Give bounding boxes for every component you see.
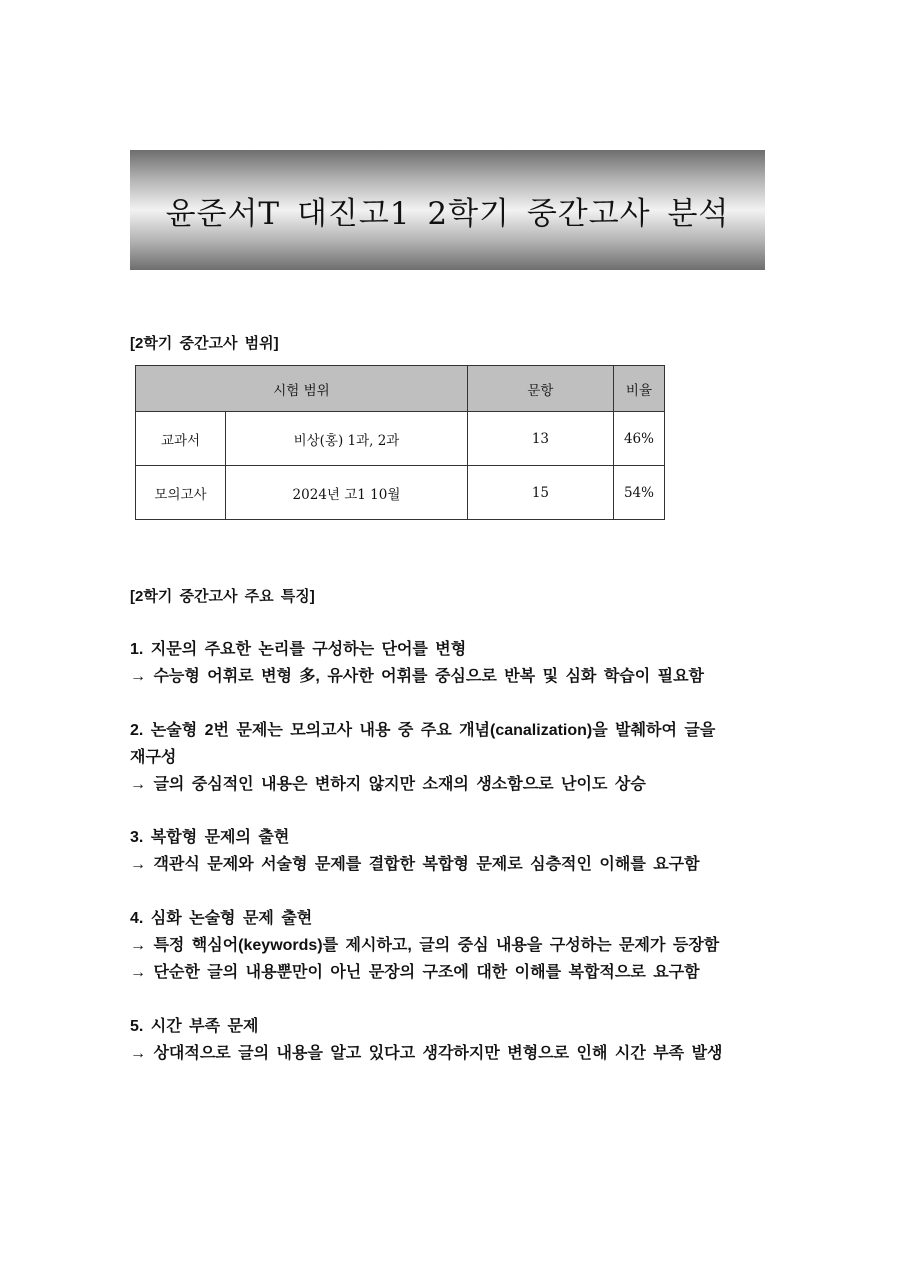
feature-line: → 단순한 글의 내용뿐만이 아닌 문장의 구조에 대한 이해를 복합적으로 요구함 xyxy=(130,964,700,981)
cell-type: 모의고사 xyxy=(136,466,226,520)
range-heading: [2학기 중간고사 범위] xyxy=(130,335,279,352)
header-ratio: 비율 xyxy=(613,366,664,412)
cell-count: 15 xyxy=(467,466,613,520)
feature-line: → 상대적으로 글의 내용을 알고 있다고 생각하지만 변형으로 인해 시간 부족 발생 xyxy=(130,1045,723,1062)
feature-line: → 수능형 어휘로 변형 多, 유사한 어휘를 중심으로 반복 및 심화 학습이 필요함 xyxy=(130,668,705,685)
table-row xyxy=(136,466,665,520)
feature-line: 1. 지문의 주요한 논리를 구성하는 단어를 변형 xyxy=(130,641,467,658)
title-banner xyxy=(130,150,765,270)
cell-scope: 2024년 고1 10월 xyxy=(226,466,468,520)
document-title: 윤준서T 대진고1 2학기 중간고사 분석 xyxy=(165,195,730,232)
features-heading: [2학기 중간고사 주요 특징] xyxy=(130,588,315,605)
feature-line: 5. 시간 부족 문제 xyxy=(130,1018,259,1035)
cell-count: 13 xyxy=(467,412,613,466)
feature-line: 3. 복합형 문제의 출현 xyxy=(130,829,290,846)
feature-line: → 특정 핵심어(keywords)를 제시하고, 글의 중심 내용을 구성하는 문제가 등장함 xyxy=(130,937,720,954)
cell-scope: 비상(홍) 1과, 2과 xyxy=(226,412,468,466)
header-scope: 시험 범위 xyxy=(136,366,468,412)
cell-ratio: 54% xyxy=(613,466,664,520)
feature-line: 4. 심화 논술형 문제 출현 xyxy=(130,910,313,927)
feature-line: 2. 논술형 2번 문제는 모의고사 내용 중 주요 개념(canalization)을 발췌하여 글을 xyxy=(130,722,716,739)
exam-range-table xyxy=(135,365,665,520)
table-row xyxy=(136,412,665,466)
feature-line: 재구성 xyxy=(130,749,177,766)
header-count: 문항 xyxy=(467,366,613,412)
cell-type: 교과서 xyxy=(136,412,226,466)
feature-line: → 글의 중심적인 내용은 변하지 않지만 소재의 생소함으로 난이도 상승 xyxy=(130,776,646,793)
cell-ratio: 46% xyxy=(613,412,664,466)
feature-line: → 객관식 문제와 서술형 문제를 결합한 복합형 문제로 심층적인 이해를 요구함 xyxy=(130,856,700,873)
table-header-row xyxy=(136,366,665,412)
